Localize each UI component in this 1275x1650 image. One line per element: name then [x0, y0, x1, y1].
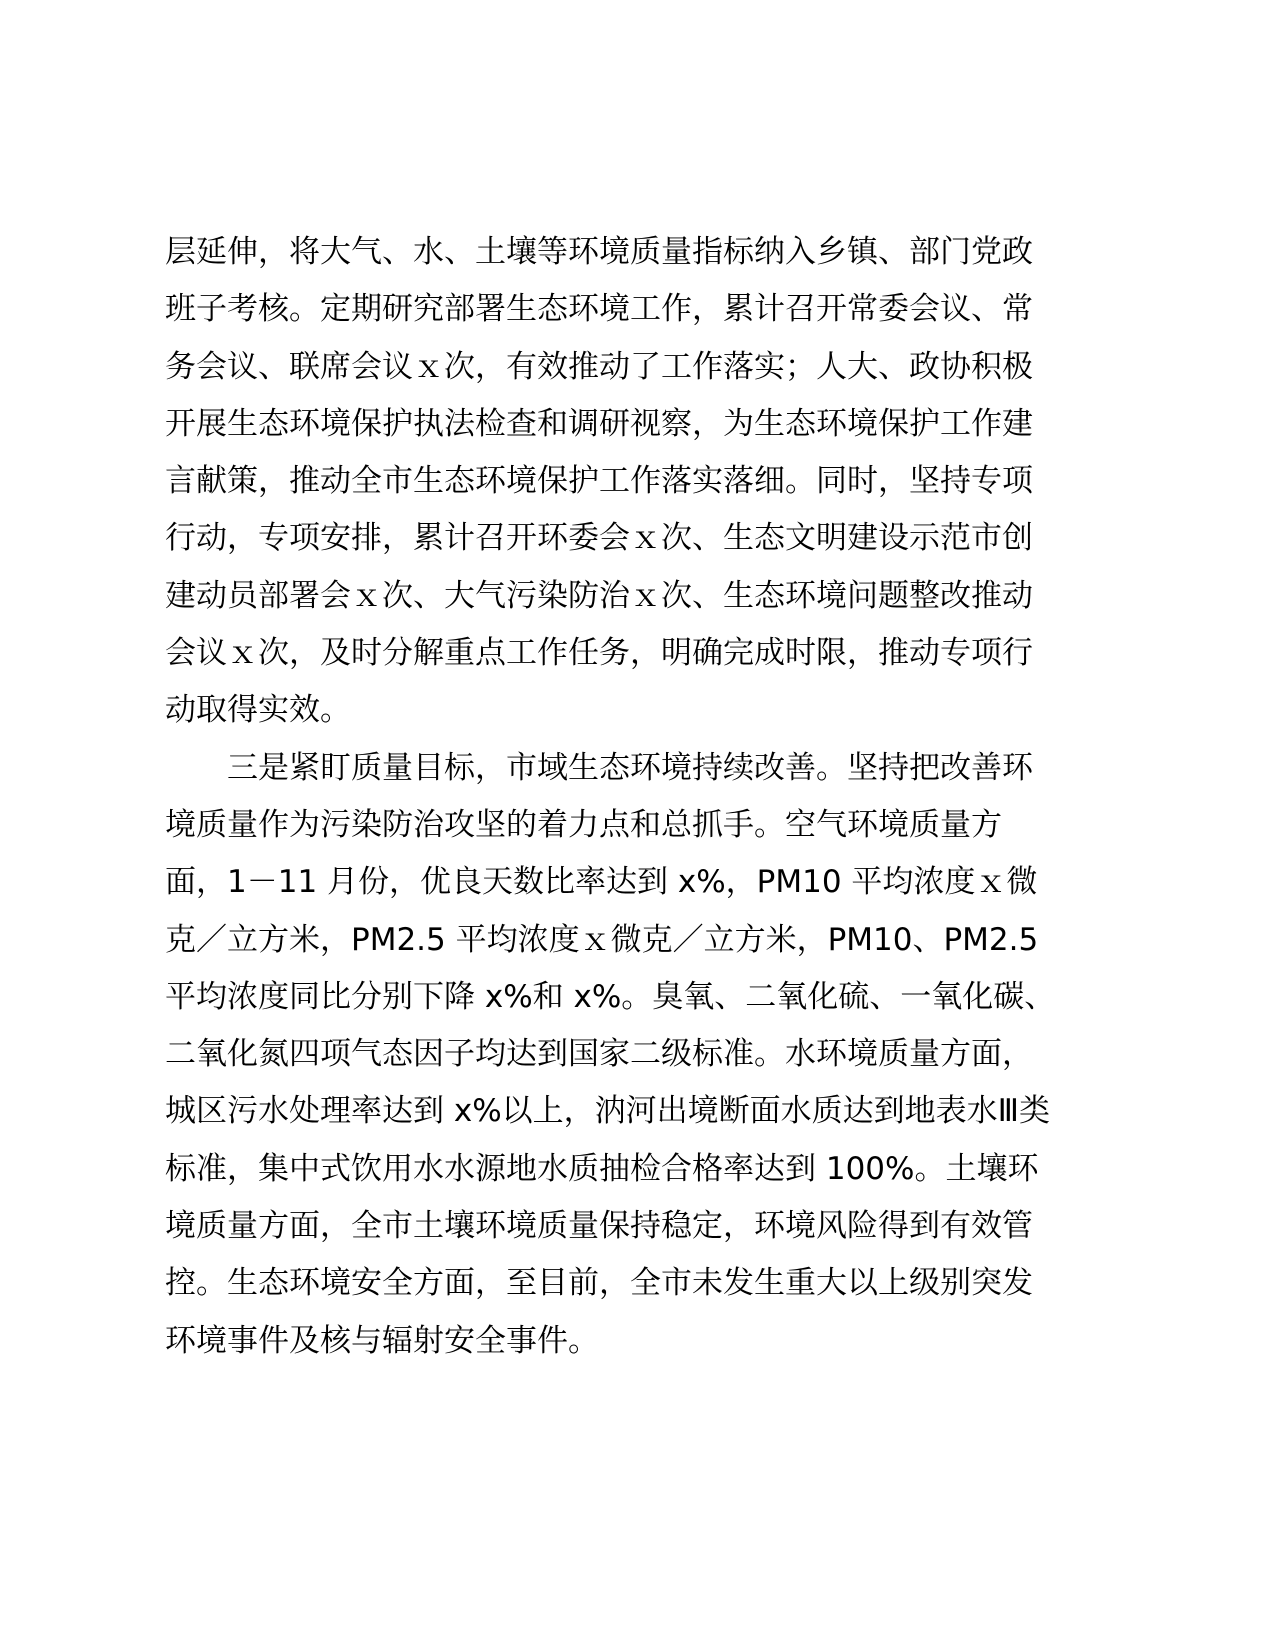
text-line: 控。生态环境安全方面，至目前，全市未发生重大以上级别突发 [165, 1265, 1033, 1302]
text-line: 建动员部署会ｘ次、大气污染防治ｘ次、生态环境问题整改推动 [165, 577, 1033, 614]
text-line: 面，1－11 月份，优良天数比率达到 x%，PM10 平均浓度ｘ微 [165, 864, 1038, 901]
text-line: 平均浓度同比分别下降 x%和 x%。臭氧、二氧化硫、一氧化碳、 [165, 978, 1056, 1015]
text-line: 层延伸，将大气、水、土壤等环境质量指标纳入乡镇、部门党政 [165, 234, 1033, 270]
text-line: 二氧化氮四项气态因子均达到国家二级标准。水环境质量方面， [165, 1036, 1033, 1073]
text-line: 标准，集中式饮用水水源地水质抽检合格率达到 100%。土壤环 [165, 1150, 1039, 1187]
text-line: 环境事件及核与辐射安全事件。 [165, 1322, 599, 1359]
text-line: 言献策，推动全市生态环境保护工作落实落细。同时，坚持专项 [165, 463, 1033, 500]
text-line: 境质量方面，全市土壤环境质量保持稳定，环境风险得到有效管 [165, 1208, 1033, 1245]
text-line: 行动，专项安排，累计召开环委会ｘ次、生态文明建设示范市创 [165, 520, 1033, 557]
text-line: 动取得实效。 [165, 692, 351, 729]
text-line: 开展生态环境保护执法检查和调研视察，为生态环境保护工作建 [165, 405, 1033, 442]
text-line: 务会议、联席会议ｘ次，有效推动了工作落实；人大、政协积极 [165, 348, 1033, 385]
text-line: 克／立方米，PM2.5 平均浓度ｘ微克／立方米，PM10、PM2.5 [165, 921, 1039, 958]
document-body [165, 224, 1125, 1370]
text-line: 会议ｘ次，及时分解重点工作任务，明确完成时限，推动专项行 [165, 635, 1033, 672]
paragraph-first-line: 三是紧盯质量目标，市域生态环境持续改善。坚持把改善环 [227, 749, 1033, 786]
text-line: 境质量作为污染防治攻坚的着力点和总抓手。空气环境质量方 [165, 806, 1002, 843]
text-line: 班子考核。定期研究部署生态环境工作，累计召开常委会议、常 [165, 291, 1033, 328]
text-line: 城区污水处理率达到 x%以上，汭河出境断面水质达到地表水Ⅲ类 [165, 1093, 1051, 1130]
